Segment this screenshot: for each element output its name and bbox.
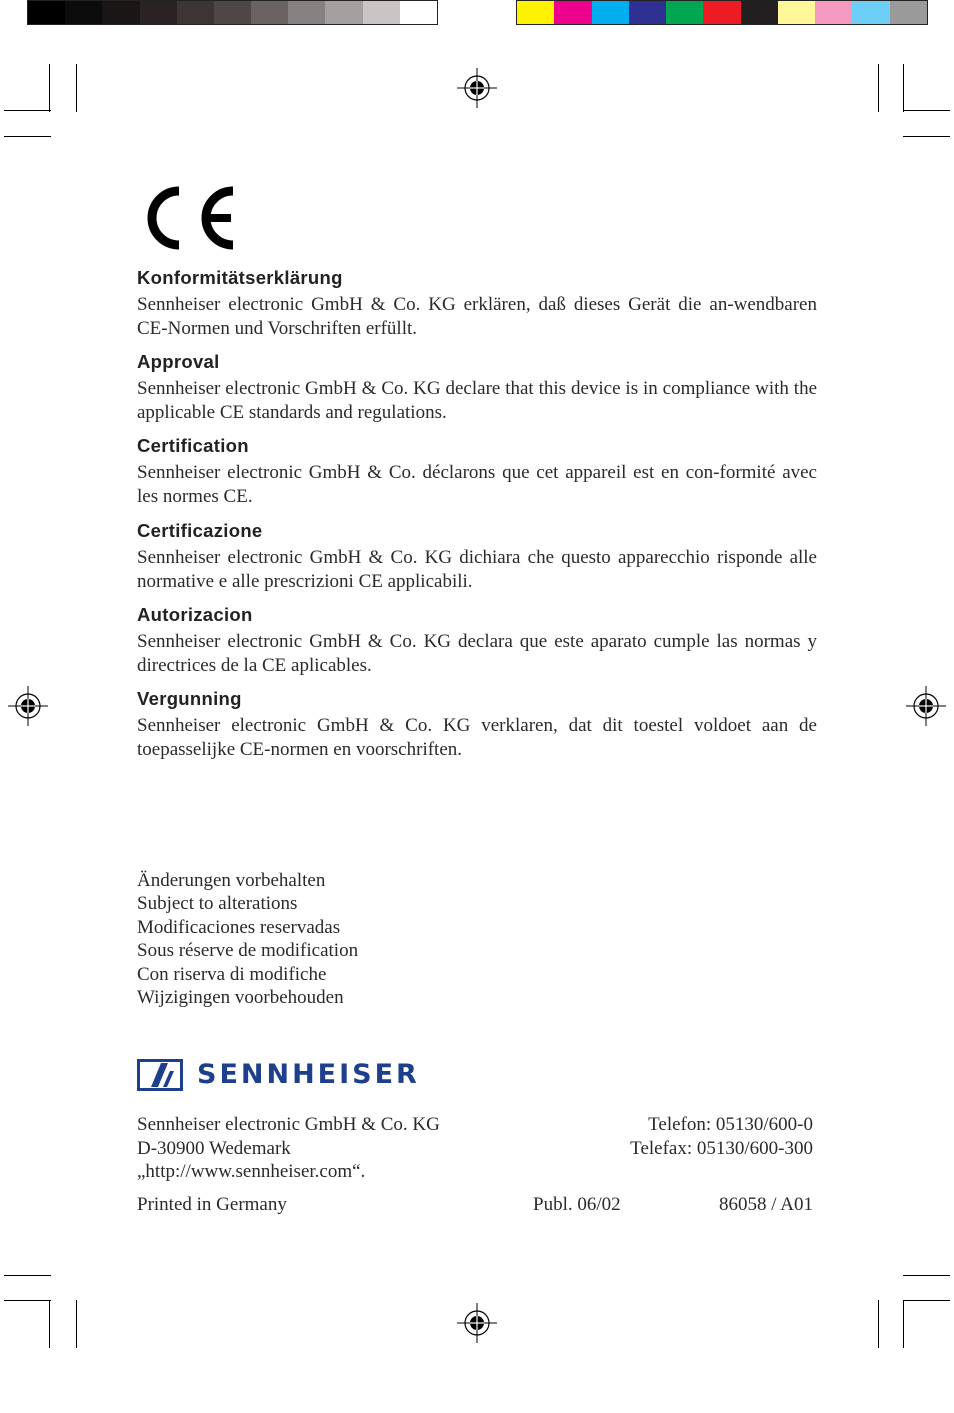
alteration-line: Änderungen vorbehalten (137, 870, 326, 891)
process-color-bar (516, 0, 928, 25)
gray-swatch (325, 1, 362, 24)
sennheiser-logo-icon (137, 1059, 183, 1091)
color-swatch (666, 1, 703, 24)
gray-swatch (214, 1, 251, 24)
alteration-line: Sous réserve de modification (137, 940, 359, 962)
ce-mark-logo (139, 185, 235, 251)
sennheiser-wordmark: SENNHEISER (197, 1059, 420, 1090)
declaration-text: Sennheiser electronic GmbH & Co. KG verklaren, dat dit toestel voldoet aan de toepasselijke CE-normen en voorschriften. (137, 715, 817, 760)
declaration-dutch (137, 687, 817, 761)
gray-swatch (251, 1, 288, 24)
registration-mark-right (906, 686, 946, 726)
fax-number: Telefax: 05130/600-300 (630, 1137, 813, 1159)
registration-mark-top (457, 68, 497, 108)
declaration-text: Sennheiser electronic GmbH & Co. déclarons que cet appareil est en con-formité avec les normes CE. (137, 462, 817, 507)
phone-number: Telefon: 05130/600-0 (648, 1114, 813, 1135)
gray-swatch (102, 1, 139, 24)
declaration-english (137, 350, 817, 424)
declaration-text: Sennheiser electronic GmbH & Co. KG declara que este aparato cumple las normas y directrices de la CE aplicables. (137, 631, 817, 676)
color-swatch (890, 1, 927, 24)
gray-swatch (288, 1, 325, 24)
company-name: Sennheiser electronic GmbH & Co. KG (137, 1114, 440, 1135)
part-number: 86058 / A01 (719, 1194, 813, 1215)
declaration-heading: Approval (137, 351, 220, 372)
color-swatch (517, 1, 554, 24)
declaration-heading: Vergunning (137, 688, 242, 709)
declaration-heading: Konformitätserklärung (137, 267, 343, 288)
registration-mark-bottom (457, 1303, 497, 1343)
declaration-spanish (137, 603, 817, 677)
sennheiser-brand (137, 1058, 420, 1092)
declaration-text: Sennheiser electronic GmbH & Co. KG dichiara che questo apparecchio risponde alle normative e alle prescrizioni CE applicabili. (137, 547, 817, 592)
declaration-french (137, 434, 817, 508)
color-swatch (592, 1, 629, 24)
declaration-italian (137, 519, 817, 593)
alteration-line: Modificaciones reservadas (137, 916, 341, 938)
gray-swatch (363, 1, 400, 24)
declaration-text: Sennheiser electronic GmbH & Co. KG declare that this device is in compliance with the applicable CE standards and regulations. (137, 378, 817, 423)
gray-swatch (400, 1, 437, 24)
color-swatch (554, 1, 591, 24)
declaration-german (137, 266, 817, 340)
company-city: D-30900 Wedemark (137, 1137, 291, 1159)
alteration-line: Wijzigingen voorbehouden (137, 987, 344, 1009)
declaration-heading: Autorizacion (137, 604, 253, 625)
gray-swatch (28, 1, 65, 24)
company-url: „http://www.sennheiser.com“. (137, 1161, 366, 1182)
declaration-heading: Certificazione (137, 520, 263, 541)
gray-swatch (65, 1, 102, 24)
grayscale-color-bar (27, 0, 438, 25)
alterations-notice (137, 869, 358, 1009)
color-swatch (741, 1, 778, 24)
gray-swatch (177, 1, 214, 24)
registration-mark-left (8, 686, 48, 726)
color-swatch (815, 1, 852, 24)
company-contact (630, 1113, 813, 1160)
gray-swatch (140, 1, 177, 24)
printed-in: Printed in Germany (137, 1194, 287, 1215)
alteration-line: Subject to alterations (137, 893, 298, 915)
color-swatch (778, 1, 815, 24)
color-swatch (629, 1, 666, 24)
publication-date: Publ. 06/02 (533, 1194, 621, 1215)
declaration-text: Sennheiser electronic GmbH & Co. KG erklären, daß dieses Gerät die an-wendbaren CE-Normen und Vorschriften erfüllt. (137, 294, 817, 339)
color-swatch (703, 1, 740, 24)
company-address (137, 1113, 440, 1184)
color-swatch (852, 1, 889, 24)
declaration-heading: Certification (137, 435, 249, 456)
alteration-line: Con riserva di modifiche (137, 963, 327, 985)
